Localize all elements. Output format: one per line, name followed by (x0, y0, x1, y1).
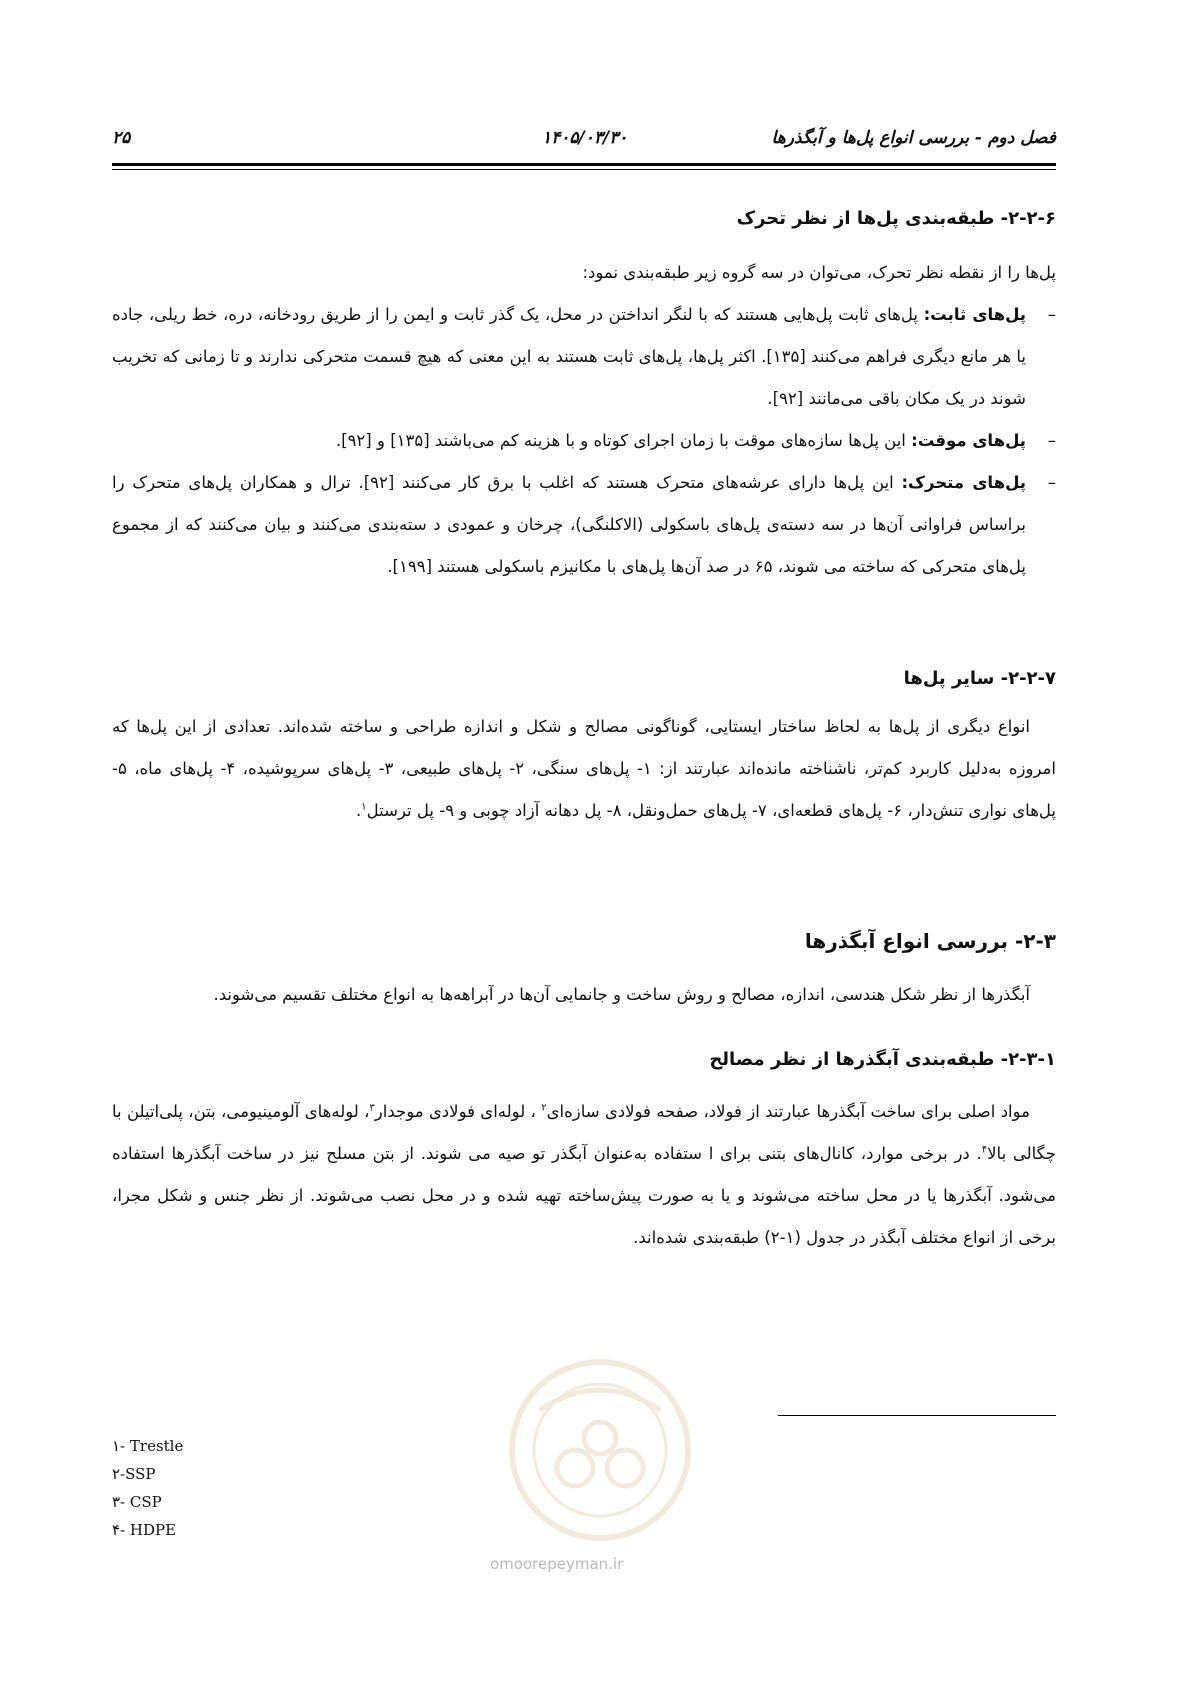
footnote: ۱- Trestle (112, 1437, 184, 1455)
bullet-list (112, 294, 1056, 588)
paragraph (112, 1091, 1056, 1259)
section-2-2-6 (112, 204, 1056, 588)
footnote-ref: ۳ (369, 1102, 375, 1114)
paragraph-text: ، لوله‌ای فولادی موجدار (374, 1102, 542, 1121)
section-heading: ۲-۲-۶- طبقه‌بندی پل‌ها از نظر تحرک (736, 208, 1056, 229)
running-header (112, 128, 1056, 154)
item-text: این پل‌ها دارای عرشه‌های متحرک هستند که اغلب با برق کار می‌کنند [۹۲]. ترال و همکاران پل‌های متحرک را براساس فراوانی آن‌ها در سه دسته‌ی پل‌های باسکولی (الاکلنگی)، چرخان و عمودی د سته‌بندی می‌کنند و بیان می‌کنند که از مجموع پل‌های متحرکی که ساخته می شوند، ۶۵ در صد آن‌ها پل‌های با مکانیزم باسکولی هستند [۱۹۹]. (112, 473, 1026, 576)
item-text: این پل‌ها سازه‌های موقت با زمان اجرای کوتاه و با هزینه کم می‌باشند [۱۳۵] و [۹۲]. (335, 431, 912, 450)
footnote-ref: ۲ (541, 1102, 547, 1114)
header-date: ۱۴۰۵/۰۳/۳۰ (542, 128, 628, 148)
item-lead: پل‌های ثابت: (923, 305, 1027, 324)
footnote-ref: ۱ (361, 801, 367, 813)
paragraph-text: انواع دیگری از پل‌ها به لحاظ ساختار ایستایی، گوناگونی مصالح و شکل و اندازه طراحی و ساخته شده‌اند. تعدادی از این پل‌ها که امروزه به‌دلیل کاربرد کم‌تر، ناشناخته مانده‌اند عبارتند از: ۱- پل‌های سنگی، ۲- پل‌های طبیعی، ۳- پل‌های سرپوشیده، ۴- پل‌های ماه، ۵- پل‌های نواری تنش‌دار، ۶- پل‌های قطعه‌ای، ۷- پل‌های حمل‌ونقل، ۸- پل دهانه آزاد چوبی و ۹- پل ترستل (112, 717, 1056, 820)
footnote: ۴- HDPE (112, 1521, 177, 1539)
publisher-seal-icon (470, 1350, 730, 1550)
paragraph-text: . در برخی موارد، کانال‌های بتنی برای ا ستفاده به‌عنوان آبگذر تو صیه می شوند. از بتن مسلح نیز در ساخت آبگذرها استفاده می‌شود. آبگذرها یا در محل ساخته می‌شوند و یا به صورت پیش‌ساخته تهیه شده و در محل نصب می‌شوند. از نظر جنس و شکل مجرا، برخی از انواع مختلف آبگذر در جدول (۱-۲) طبقه‌بندی شده‌اند. (112, 1144, 1056, 1247)
paragraph: انواع دیگری از پل‌ها به لحاظ ساختار ایستایی، گوناگونی مصالح و شکل و اندازه طراحی و ساخته شده‌اند. تعدادی از این پل‌ها که امروزه به‌دلیل کاربرد کم‌تر، ناشناخته مانده‌اند عبارتند از: ۱- پل‌های سنگی، ۲- پل‌های طبیعی، ۳- پل‌های سرپوشیده، ۴- پل‌های ماه، ۵- پل‌های نواری تنش‌دار، ۶- پل‌های قطعه‌ای، ۷- پل‌های حمل‌ونقل، ۸- پل دهانه آزاد چوبی و ۹- پل ترستل$^۱$. (112, 717, 1056, 820)
footnote-ref: ۴ (981, 1144, 988, 1156)
chapter-title: فصل دوم - بررسی انواع پل‌ها و آبگذرها (771, 128, 1056, 148)
section-heading: ۲-۳-۱- طبقه‌بندی آبگذرها از نظر مصالح (709, 1049, 1056, 1070)
page-number: ۲۵ (112, 128, 131, 148)
item-lead: پل‌های موقت: (911, 431, 1026, 450)
section-heading: ۲-۳- بررسی انواع آبگذرها (804, 929, 1056, 953)
footnote: ۳- CSP (112, 1493, 162, 1511)
paragraph-text: مواد اصلی برای ساخت آبگذرها عبارتند از فولاد، صفحه فولادی سازه‌ای (546, 1102, 1031, 1121)
footnotes (112, 1432, 183, 1544)
item-lead: پل‌های متحرک: (901, 473, 1026, 492)
section-heading: ۲-۲-۷- سایر پل‌ها (903, 668, 1056, 689)
list-item (112, 420, 1026, 462)
footnote-rule (778, 1415, 1056, 1416)
header-rule-thin (112, 169, 1056, 170)
header-rule-thick (112, 163, 1056, 166)
section-2-3-1 (112, 1045, 1056, 1259)
item-text: پل‌های ثابت پل‌هایی هستند که با لنگر انداختن در محل، یک گذر ثابت و ایمن را از طریق رودخانه، دره، خط ریلی، جاده یا هر مانع دیگری فراهم می‌کنند [۱۳۵]. اکثر پل‌ها، پل‌های ثابت هستند به این معنی که هیچ قسمت متحرکی ندارند و تا زمانی که تخریب شوند در یک مکان باقی می‌مانند [۹۲]. (112, 305, 1026, 408)
paragraph-text: ، لوله‌های آلومینیومی، بتن، پلی‌اتیلن با چگالی بالا (112, 1102, 1056, 1163)
paragraph: آبگذرها از نظر شکل هندسی، اندازه، مصالح و روش ساخت و جانمایی آن‌ها در آبراهه‌ها به انواع مختلف تقسیم می‌شوند. (213, 985, 1030, 1004)
section-intro: پل‌ها را از نقطه نظر تحرک، می‌توان در سه گروه زیر طبقه‌بندی نمود: (582, 263, 1056, 282)
list-item (112, 294, 1026, 420)
list-item (112, 462, 1026, 588)
section-2-2-7 (112, 664, 1056, 832)
footnote: ۲-SSP (112, 1465, 156, 1483)
section-2-3 (112, 924, 1056, 1016)
watermark-url: omoorepeyman.ir (490, 1555, 624, 1573)
